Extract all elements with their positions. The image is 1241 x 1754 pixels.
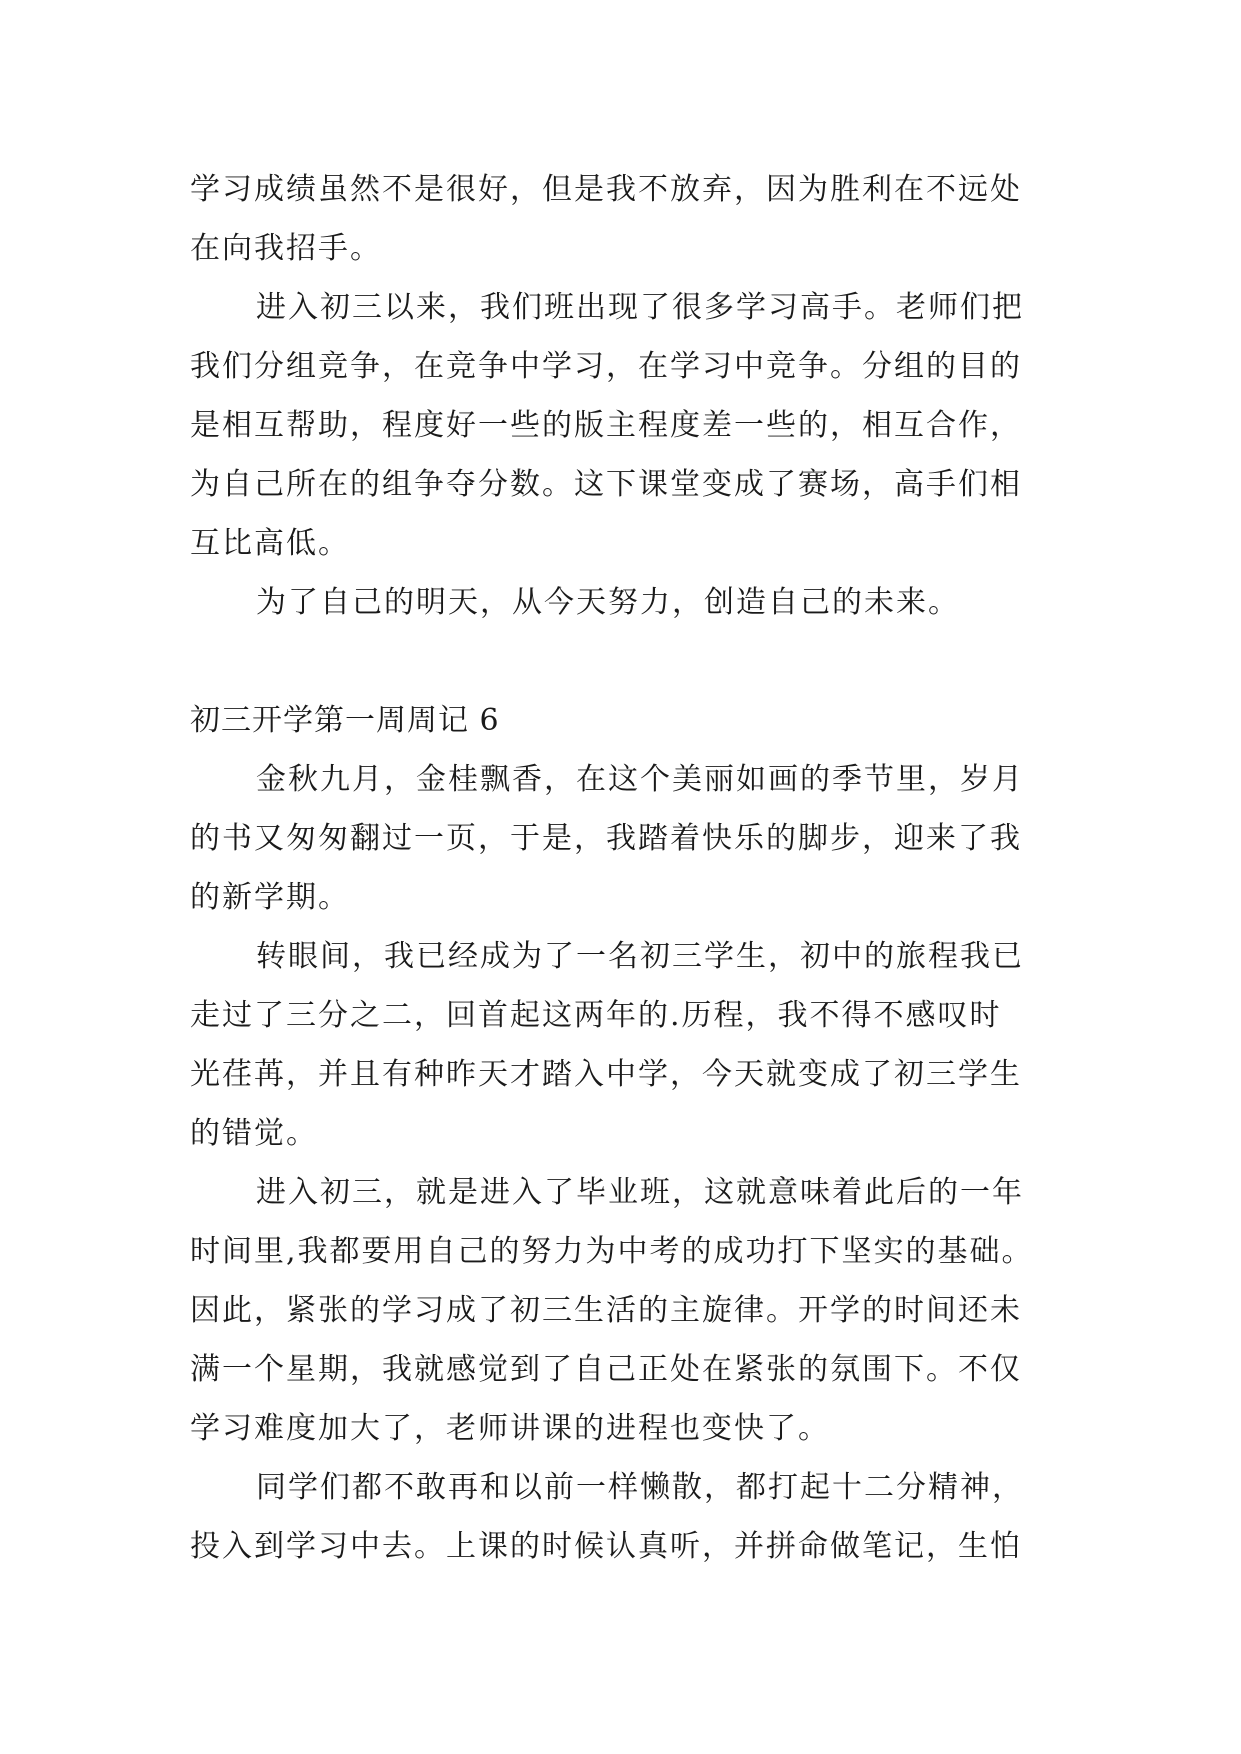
text-line: 满一个星期，我就感觉到了自己正处在紧张的氛围下。不仅 xyxy=(190,1352,1022,1387)
text-line: 光荏苒，并且有种昨天才踏入中学，今天就变成了初三学生 xyxy=(190,1057,1022,1092)
text-line: 时间里,我都要用自己的努力为中考的成功打下坚实的基础。 xyxy=(190,1234,1034,1269)
text-line: 走过了三分之二，回首起这两年的.历程，我不得不感叹时 xyxy=(190,998,1002,1033)
text-line: 我们分组竞争，在竞争中学习，在学习中竞争。分组的目的 xyxy=(190,349,1022,384)
text-line: 的新学期。 xyxy=(190,880,350,915)
section-title: 初三开学第一周周记 6 xyxy=(190,703,500,738)
document-body xyxy=(190,160,1060,1576)
text-line: 因此，紧张的学习成了初三生活的主旋律。开学的时间还未 xyxy=(190,1293,1022,1328)
text-line: 的书又匆匆翻过一页，于是，我踏着快乐的脚步，迎来了我 xyxy=(190,821,1022,856)
text-line: 在向我招手。 xyxy=(190,231,382,266)
paragraph-start-line: 金秋九月，金桂飘香，在这个美丽如画的季节里，岁月 xyxy=(256,762,1024,797)
text-line: 是相互帮助，程度好一些的版主程度差一些的，相互合作， xyxy=(190,408,1022,443)
paragraph-start-line: 同学们都不敢再和以前一样懒散，都打起十二分精神， xyxy=(256,1470,1024,1505)
text-line: 学习成绩虽然不是很好，但是我不放弃，因为胜利在不远处 xyxy=(190,172,1022,207)
paragraph-start-line: 转眼间，我已经成为了一名初三学生，初中的旅程我已 xyxy=(256,939,1024,974)
text-line: 学习难度加大了，老师讲课的进程也变快了。 xyxy=(190,1411,830,1446)
text-line: 为自己所在的组争夺分数。这下课堂变成了赛场，高手们相 xyxy=(190,467,1022,502)
paragraph-start-line: 进入初三以来，我们班出现了很多学习高手。老师们把 xyxy=(256,290,1024,325)
text-line: 投入到学习中去。上课的时候认真听，并拼命做笔记，生怕 xyxy=(190,1529,1022,1564)
text-line: 的错觉。 xyxy=(190,1116,318,1151)
paragraph-start-line: 为了自己的明天，从今天努力，创造自己的未来。 xyxy=(256,585,960,620)
paragraph-start-line: 进入初三，就是进入了毕业班，这就意味着此后的一年 xyxy=(256,1175,1024,1210)
text-line: 互比高低。 xyxy=(190,526,350,561)
